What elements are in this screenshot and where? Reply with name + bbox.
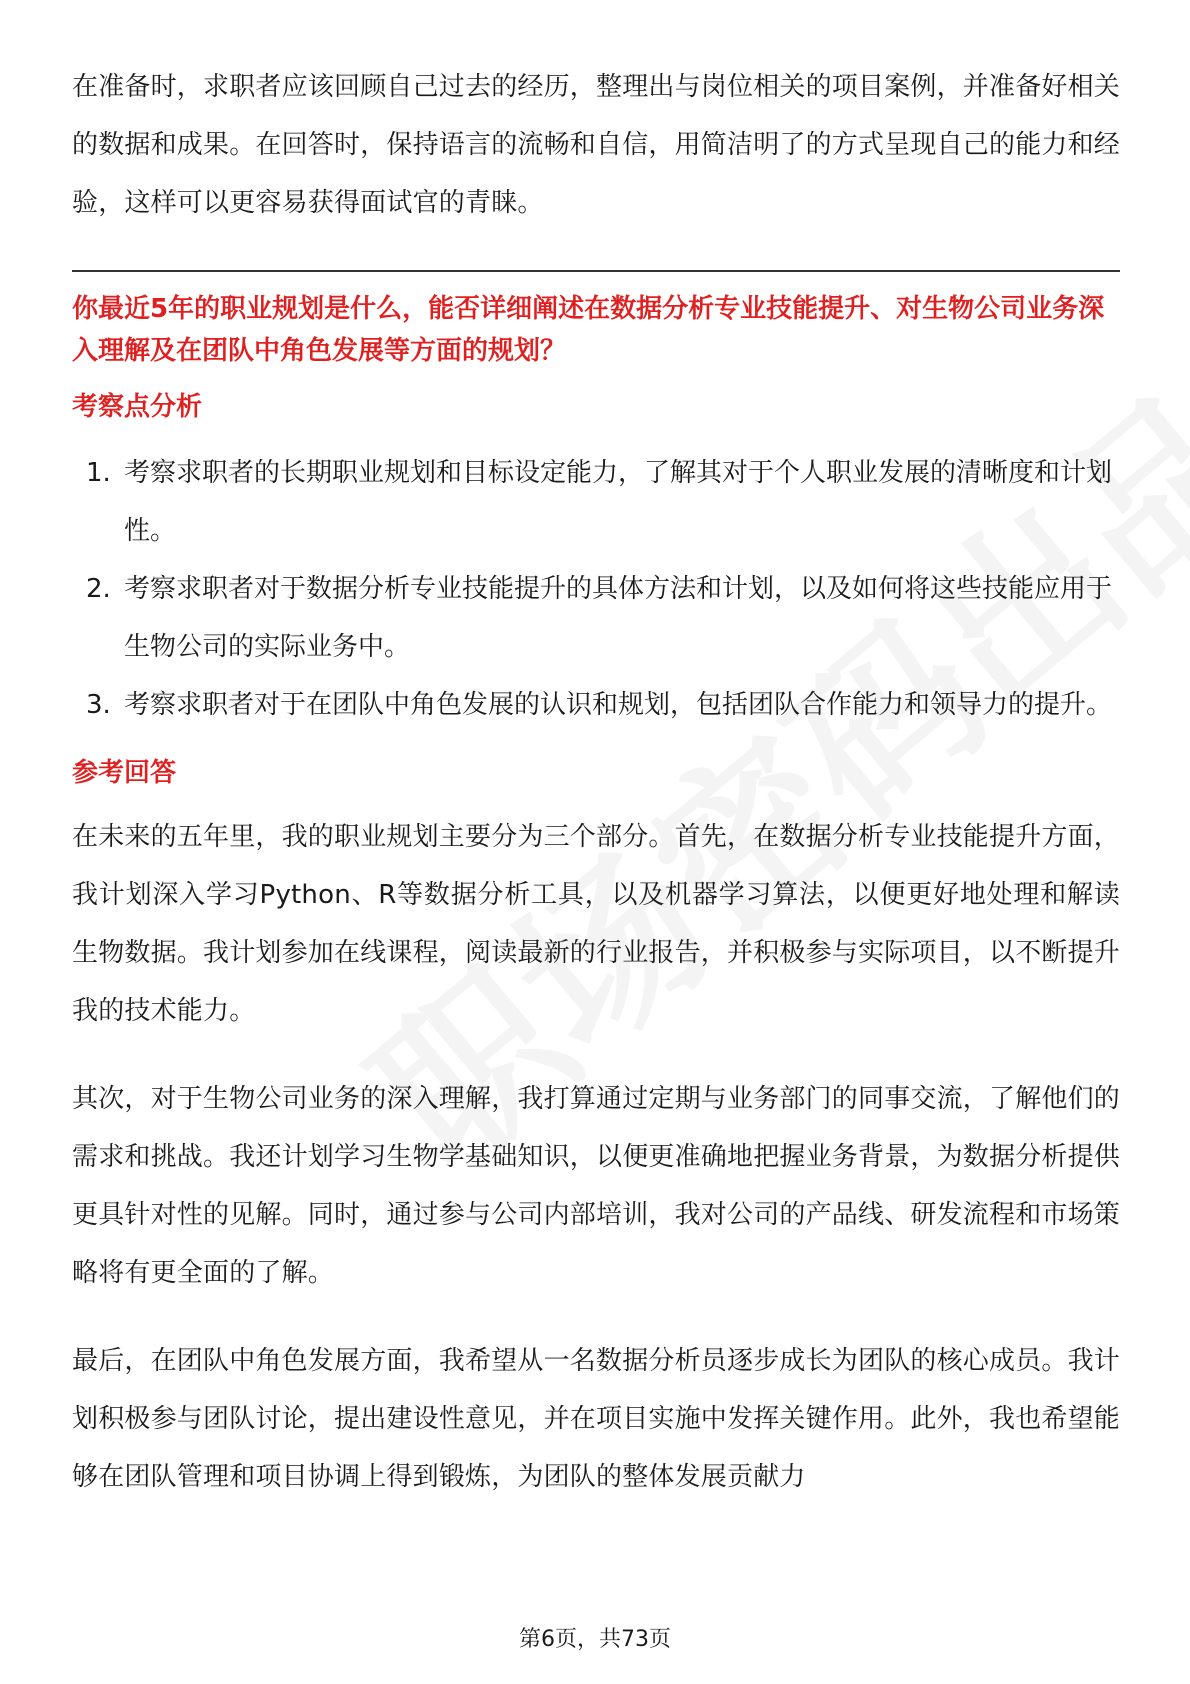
list-item-text: 考察求职者对于在团队中角色发展的认识和规划，包括团队合作能力和领导力的提升。: [124, 690, 1113, 720]
answer-paragraph: 最后，在团队中角色发展方面，我希望从一名数据分析员逐步成长为团队的核心成员。我计划积极参与团队讨论，提出建设性意见，并在项目实施中发挥关键作用。此外，我也希望能够在团队管理和项目协调上得到锻炼，为团队的整体发展贡献力: [72, 1346, 1121, 1492]
section-divider: [72, 270, 1120, 272]
answer-heading: 参考回答: [72, 758, 177, 788]
page-content: [72, 58, 1120, 1506]
question-title: 你最近5年的职业规划是什么，能否详细阐述在数据分析专业技能提升、对生物公司业务深入理解及在团队中角色发展等方面的规划？: [72, 294, 1105, 366]
list-item-text: 考察求职者的长期职业规划和目标设定能力，了解其对于个人职业发展的清晰度和计划性。: [124, 458, 1113, 546]
page-number-footer: 第6页，共73页: [519, 1627, 671, 1652]
list-item-number: 3.: [86, 690, 111, 720]
list-item: [72, 676, 1120, 734]
analysis-heading: 考察点分析: [72, 392, 203, 422]
analysis-points-list: [72, 444, 1120, 734]
paragraph-spacer: [72, 1040, 1120, 1070]
list-item: [72, 444, 1120, 560]
list-item: [72, 560, 1120, 676]
answer-paragraph: 在未来的五年里，我的职业规划主要分为三个部分。首先，在数据分析专业技能提升方面，我计划深入学习Python、R等数据分析工具，以及机器学习算法，以便更好地处理和解读生物数据。我计划参加在线课程，阅读最新的行业报告，并积极参与实际项目，以不断提升我的技术能力。: [72, 822, 1121, 1026]
list-item-number: 2.: [86, 574, 111, 604]
list-item-number: 1.: [86, 458, 111, 488]
list-item-text: 考察求职者对于数据分析专业技能提升的具体方法和计划，以及如何将这些技能应用于生物公司的实际业务中。: [124, 574, 1113, 662]
answer-paragraph: 其次，对于生物公司业务的深入理解，我打算通过定期与业务部门的同事交流，了解他们的需求和挑战。我还计划学习生物学基础知识，以便更准确地把握业务背景，为数据分析提供更具针对性的见解。同时，通过参与公司内部培训，我对公司的产品线、研发流程和市场策略将有更全面的了解。: [72, 1084, 1121, 1288]
intro-paragraph: 在准备时，求职者应该回顾自己过去的经历，整理出与岗位相关的项目案例，并准备好相关的数据和成果。在回答时，保持语言的流畅和自信，用简洁明了的方式呈现自己的能力和经验，这样可以更容易获得面试官的青睐。: [72, 72, 1121, 218]
paragraph-spacer: [72, 1302, 1120, 1332]
